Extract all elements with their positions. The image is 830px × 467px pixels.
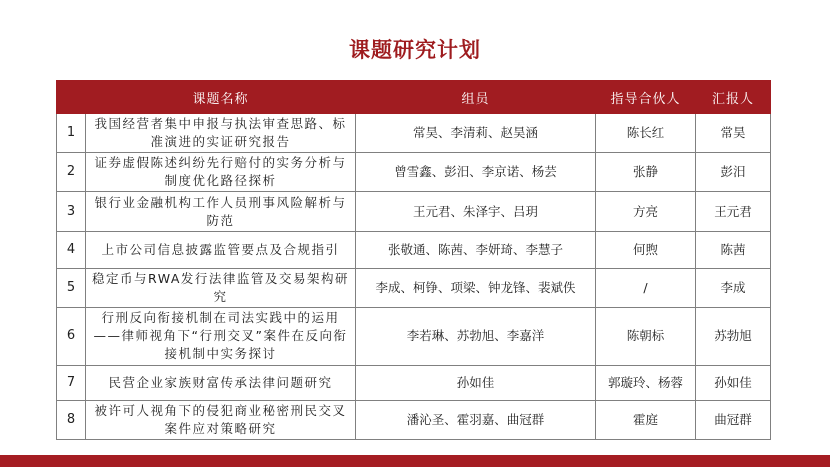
row-topic: 银行业金融机构工作人员刑事风险解析与防范	[86, 192, 356, 231]
row-advisor: 何煦	[596, 231, 696, 268]
row-advisor: 方亮	[596, 192, 696, 231]
table-header-row	[57, 81, 771, 114]
row-topic: 行刑反向衔接机制在司法实践中的运用——律师视角下“行刑交叉”案件在反向衔接机制中实务探讨	[86, 308, 356, 365]
table-row	[57, 365, 771, 400]
header-topic: 课题名称	[86, 81, 356, 114]
row-reporter: 陈茜	[696, 231, 771, 268]
row-reporter: 彭汨	[696, 153, 771, 192]
row-topic: 证券虚假陈述纠纷先行赔付的实务分析与制度优化路径探析	[86, 153, 356, 192]
row-reporter: 李成	[696, 268, 771, 307]
header-number	[57, 81, 86, 114]
row-number: 4	[57, 231, 86, 268]
row-members: 李若琳、苏勃旭、李嘉洋	[356, 308, 596, 365]
row-reporter: 孙如佳	[696, 365, 771, 400]
row-topic: 我国经营者集中申报与执法审查思路、标准演进的实证研究报告	[86, 114, 356, 153]
row-members: 潘沁圣、霍羽嘉、曲冠群	[356, 400, 596, 439]
row-number: 5	[57, 268, 86, 307]
row-topic: 上市公司信息披露监管要点及合规指引	[86, 231, 356, 268]
row-advisor: 郭璇玲、杨蓉	[596, 365, 696, 400]
table-row	[57, 153, 771, 192]
research-plan-table	[56, 80, 771, 440]
row-advisor: 陈朝标	[596, 308, 696, 365]
header-advisor: 指导合伙人	[596, 81, 696, 114]
row-number: 1	[57, 114, 86, 153]
row-advisor: 霍庭	[596, 400, 696, 439]
row-topic: 稳定币与RWA发行法律监管及交易架构研究	[86, 268, 356, 307]
row-number: 3	[57, 192, 86, 231]
row-reporter: 王元君	[696, 192, 771, 231]
header-reporter: 汇报人	[696, 81, 771, 114]
table-row	[57, 192, 771, 231]
table-row	[57, 268, 771, 307]
row-advisor: 陈长红	[596, 114, 696, 153]
row-number: 2	[57, 153, 86, 192]
row-topic: 民营企业家族财富传承法律问题研究	[86, 365, 356, 400]
row-members: 曾雪鑫、彭汨、李京诺、杨芸	[356, 153, 596, 192]
footer-accent-bar	[0, 455, 830, 467]
header-members: 组员	[356, 81, 596, 114]
row-members: 张敬通、陈茜、李妍琦、李慧子	[356, 231, 596, 268]
row-reporter: 苏勃旭	[696, 308, 771, 365]
row-members: 孙如佳	[356, 365, 596, 400]
row-reporter: 曲冠群	[696, 400, 771, 439]
row-number: 7	[57, 365, 86, 400]
table-row	[57, 308, 771, 365]
table-row	[57, 231, 771, 268]
row-reporter: 常昊	[696, 114, 771, 153]
row-advisor: 张静	[596, 153, 696, 192]
row-members: 王元君、朱泽宇、吕玥	[356, 192, 596, 231]
table-row	[57, 114, 771, 153]
row-members: 李成、柯铮、项梁、钟龙锋、裴斌佚	[356, 268, 596, 307]
table-body	[57, 114, 771, 440]
table-row	[57, 400, 771, 439]
row-number: 8	[57, 400, 86, 439]
row-topic: 被许可人视角下的侵犯商业秘密刑民交叉案件应对策略研究	[86, 400, 356, 439]
row-members: 常昊、李清莉、赵昊涵	[356, 114, 596, 153]
page-title: 课题研究计划	[349, 38, 481, 62]
row-advisor: /	[596, 268, 696, 307]
row-number: 6	[57, 308, 86, 365]
